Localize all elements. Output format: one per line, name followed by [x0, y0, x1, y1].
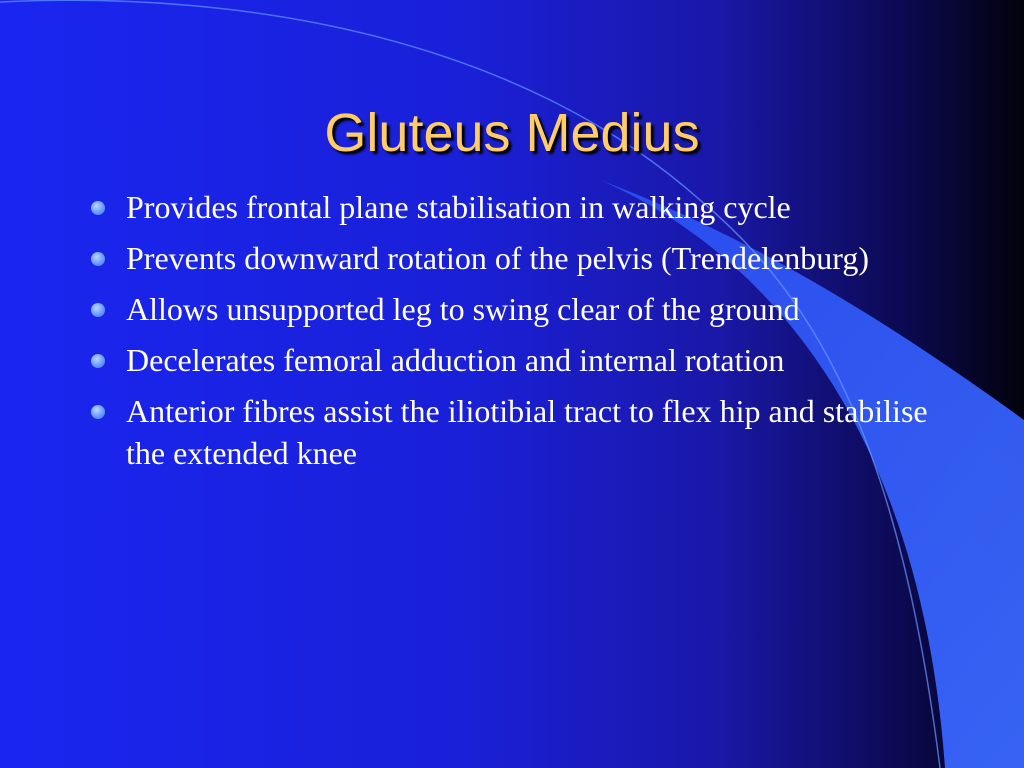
slide-title: Gluteus Medius [324, 103, 700, 163]
bullet-list [88, 186, 928, 483]
bullet-text: Decelerates femoral adduction and internal rotation [126, 342, 785, 378]
bullet-icon [91, 303, 105, 317]
bullet-text: Allows unsupported leg to swing clear of the ground [126, 291, 800, 327]
list-item [88, 339, 928, 381]
bullet-text: Anterior fibres assist the iliotibial tract to flex hip and stabilise the extended knee [126, 393, 928, 471]
bullet-text: Provides frontal plane stabilisation in walking cycle [126, 189, 791, 225]
bullet-icon [91, 201, 105, 215]
list-item [88, 288, 928, 330]
list-item [88, 237, 928, 279]
list-item [88, 390, 928, 474]
bullet-icon [91, 252, 105, 266]
list-item [88, 186, 928, 228]
bullet-text: Prevents downward rotation of the pelvis (Trendelenburg) [126, 240, 869, 276]
bullet-icon [91, 354, 105, 368]
bullet-icon [91, 405, 105, 419]
